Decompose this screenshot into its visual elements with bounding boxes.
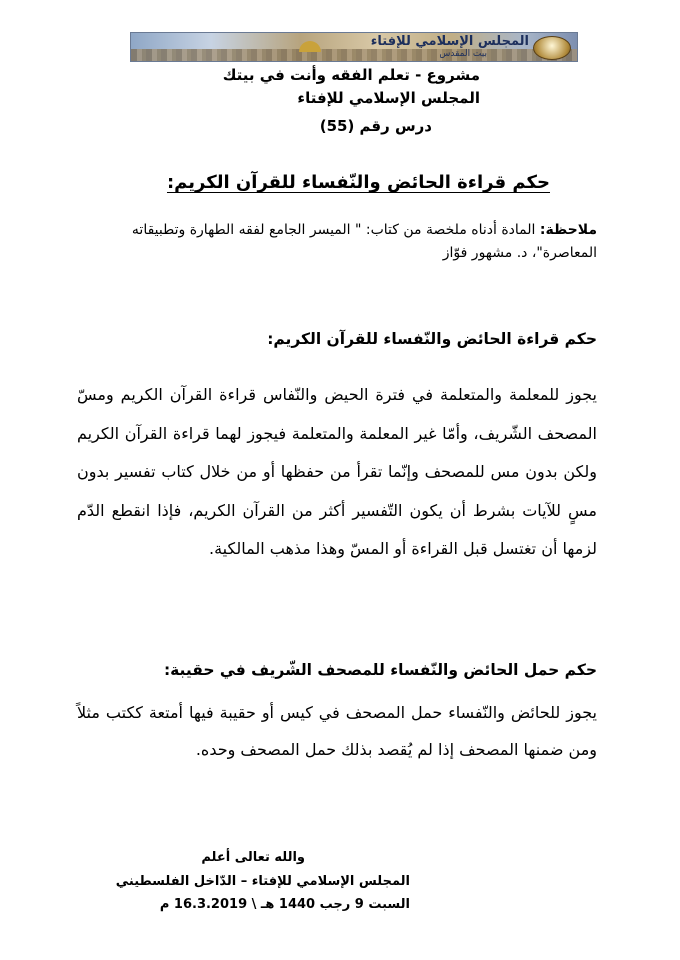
page-title: حكم قراءة الحائض والنّفساء للقرآن الكريم:: [166, 172, 550, 193]
council-name: المجلس الإسلامي للإفتاء: [297, 89, 480, 107]
section-heading-reading: حكم قراءة الحائض والنّفساء للقرآن الكريم:: [267, 330, 597, 348]
section-body-reading: يجوز للمعلمة والمتعلمة في فترة الحيض والنّفاس قراءة القرآن الكريم ومسّ المصحف الشّريف، وأمّا غير المعلمة والمتعلمة فيجوز لهما قراءة القرآن الكريم ولكن بدون مس للمصحف وإنّما تقرأ من حفظها أو من خلال كتاب تفسير بدون مسٍ للآيات بشرط أن يكون التّفسير أكثر من القرآن الكريم، فإذا انقطع الدّم لزمها أن تغتسل قبل القراءة أو المسّ وهذا مذهب المالكية.: [77, 385, 597, 558]
council-logo: [533, 36, 571, 60]
note-text: المادة أدناه ملخصة من كتاب: " الميسر الجامع لفقه الطهارة وتطبيقاته المعاصرة"، د. مشهور فوّاز: [131, 222, 597, 261]
banner-subtitle: بيت المقدس: [439, 49, 487, 59]
banner-title: المجلس الإسلامي للإفتاء: [370, 34, 529, 49]
project-title: مشروع - تعلم الفقه وأنت في بيتك: [222, 66, 480, 84]
header-banner: [130, 32, 578, 62]
note-label: ملاحظة:: [539, 222, 597, 238]
signature-date: السبت 9 رجب 1440 هـ \ 16.3.2019 م: [159, 897, 410, 912]
city-skyline-image: [131, 49, 577, 61]
source-note: [77, 219, 597, 265]
closing-line: والله تعالى أعلم: [201, 850, 305, 865]
signature-org: المجلس الإسلامي للإفتاء – الدّاخل الفلسطيني: [115, 874, 410, 889]
section-body-carrying: يجوز للحائض والنّفساء حمل المصحف في كيس أو حقيبة فيها أمتعة ككتب مثلاً ومن ضمنها المصحف إذا لم يُقصد بذلك حمل المصحف وحده.: [77, 703, 597, 759]
lesson-number: درس رقم (55): [319, 117, 432, 135]
dome-image: [299, 41, 321, 52]
section-heading-carrying: حكم حمل الحائض والنّفساء للمصحف الشّريف في حقيبة:: [163, 661, 597, 679]
